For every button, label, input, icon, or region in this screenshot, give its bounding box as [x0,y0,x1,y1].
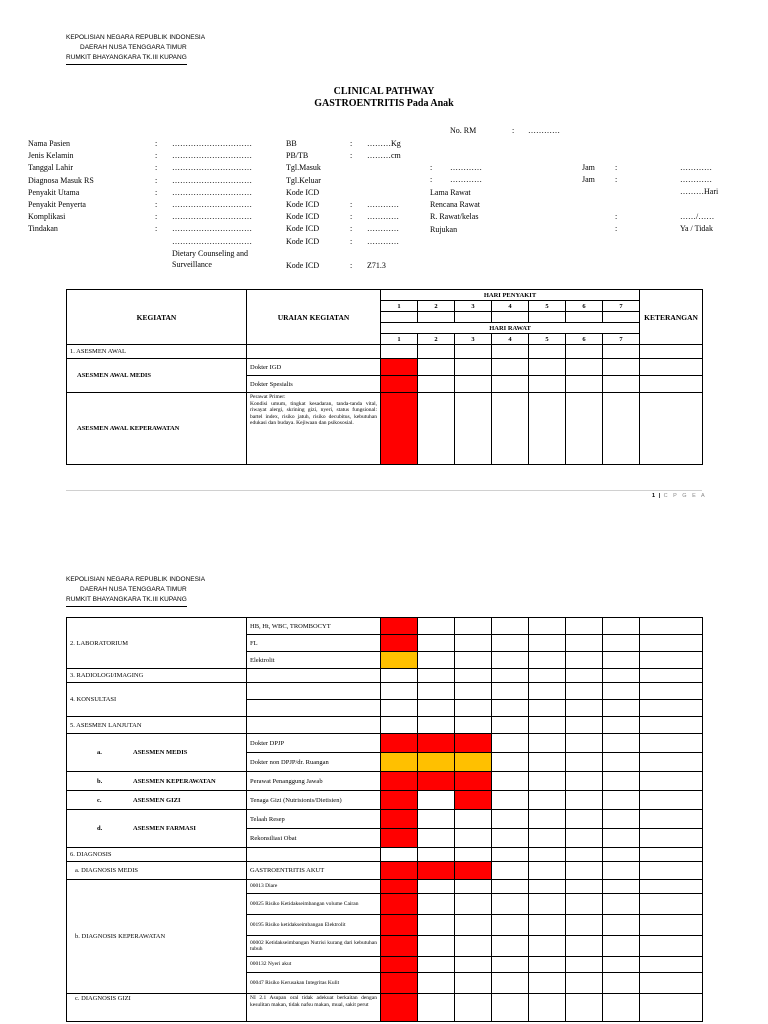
colon: : [350,200,353,210]
no-rm-colon: : [512,126,515,135]
uraian-lab-darah: HB, Ht, WBC, TROMBOCYT [247,618,381,635]
info-right-labels [430,187,480,236]
row-konsultasi: 4. KONSULTASI [67,683,247,717]
cell-red [381,957,418,973]
row-diagnosis-medis: a. DIAGNOSIS MEDIS [67,862,247,880]
cell-red [381,973,418,994]
row-asesmen-farmasi [67,810,247,848]
row-asesmen-medis [67,734,247,772]
label-kode-icd-3: Kode ICD [286,212,320,222]
label-asesmen-farmasi: ASESMEN FARMASI [133,825,196,832]
info-right-values [450,162,482,186]
patient-info-labels [28,138,94,236]
label-diagnosa-masuk: Diagnosa Masuk RS [28,175,94,185]
penyakit-utama-value[interactable]: ………………………… [172,187,252,197]
row-asesmen-awal: 1. ASESMEN AWAL [67,345,247,359]
row-asesmen-awal-keperawatan: ASESMEN AWAL KEPERAWATAN [67,393,247,465]
day-rawat-7: 7 [603,334,640,345]
label-kode-icd-dietary: Kode ICD [286,260,320,270]
colon: : [350,260,353,270]
cell-yellow [381,753,418,772]
label-tgl-keluar: Tgl.Keluar [286,175,321,185]
colon: : [430,175,433,185]
footer-page-number: 1 [652,493,656,499]
row-radiologi: 3. RADIOLOGI/IMAGING [67,669,247,683]
day-rawat-1: 1 [381,334,418,345]
pathway-table-page-1 [66,289,703,465]
info-jam-labels [582,162,595,186]
kode-icd-value-2[interactable]: ………… [367,200,399,210]
tindakan-value[interactable]: ………………………… [172,224,252,234]
label-penyakit-penyerta: Penyakit Penyerta [28,200,86,210]
day-penyakit-2: 2 [418,301,455,312]
letter-d: d. [97,825,103,832]
cell-red [381,810,418,829]
info-far-colons [615,162,617,235]
cell-red [381,734,418,753]
cell-yellow [455,753,492,772]
patient-info-colons [155,138,157,236]
uraian-diag-kep-4: 00002 Ketidakseimbangan Nutrisi kurang dari kebutuhan tubuh [247,936,381,957]
day-penyakit-3: 3 [455,301,492,312]
day-penyakit-4: 4 [492,301,529,312]
cell-red [381,359,418,376]
label-kode-icd-4: Kode ICD [286,224,320,234]
header-line-3: RUMKIT BHAYANGKARA TK.III KUPANG [66,53,187,65]
header-line-1: KEPOLISIAN NEGARA REPUBLIK INDONESIA [66,34,206,41]
dietary-label: Dietary Counseling and Surveillance [172,248,248,269]
cell-red [381,862,418,880]
label-komplikasi: Komplikasi [28,212,66,222]
cell-red [381,618,418,635]
info-far-values [680,162,718,235]
uraian-diag-kep-1: 00013 Diare [247,880,381,894]
kode-icd-value-5[interactable]: ………… [367,236,399,246]
patient-info-dots [172,138,272,270]
day-rawat-5: 5 [529,334,566,345]
label-bb: BB [286,139,297,148]
nama-pasien-value[interactable]: ………………………… [172,139,252,148]
label-rencana-rawat: Rencana Rawat [430,200,480,210]
info-mid-values [367,138,401,272]
cell-red [455,862,492,880]
label-lama-rawat: Lama Rawat [430,188,471,197]
row-asesmen-awal-medis: ASESMEN AWAL MEDIS [67,359,247,393]
uraian-dokter-non-dpjp: Dokter non DPJP/dr. Ruangan [247,753,381,772]
info-right-colons [430,162,432,186]
colon: : [155,163,158,173]
label-r-rawat-kelas: R. Rawat/kelas [430,212,479,222]
tgl-masuk-value[interactable]: ………… [450,163,482,172]
row-diagnosis-keperawatan: b. DIAGNOSIS KEPERAWATAN [67,880,247,994]
label-tanggal-lahir: Tanggal Lahir [28,163,73,173]
cell-red [381,915,418,936]
row-diagnosis: 6. DIAGNOSIS [67,848,247,862]
diagnosa-masuk-value[interactable]: ………………………… [172,175,252,185]
uraian-rekonsiliasi-obat: Rekonsiliasi Obat [247,829,381,848]
no-rm-field [450,126,560,135]
letter-b: b. [97,777,103,785]
day-rawat-3: 3 [455,334,492,345]
label-penyakit-utama: Penyakit Utama [28,187,80,197]
header-line-2: DAERAH NUSA TENGGARA TIMUR [80,44,187,51]
komplikasi-value[interactable]: ………………………… [172,212,252,222]
cell-red [381,791,418,810]
kode-icd-value-3[interactable]: ………… [367,212,399,222]
uraian-dokter-spesialis: Dokter Spesialis [247,376,381,393]
uraian-dokter-igd: Dokter IGD [247,359,381,376]
kode-icd-dietary-value: Z71.3 [367,260,386,270]
colon: : [155,212,158,222]
colon: : [615,163,618,172]
bb-value[interactable]: ………Kg [367,139,401,148]
pathway-table-page-2 [66,617,703,1022]
cell-red [381,635,418,652]
label-rujukan: Rujukan [430,224,458,234]
label-kode-icd-1: Kode ICD [286,187,320,197]
cell-red [381,829,418,848]
cell-yellow [418,753,455,772]
cell-red [418,734,455,753]
info-mid-labels [286,138,321,272]
title-line-2: GASTROENTRITIS Pada Anak [314,98,454,109]
label-jam-masuk: Jam [582,163,595,172]
colon: : [615,175,618,185]
uraian-tenaga-gizi: Tenaga Gizi (Nutrisionis/Dietisien) [247,791,381,810]
col-header-keterangan: KETERANGAN [640,290,703,345]
colon: : [430,163,433,172]
cell-red [381,936,418,957]
label-pb-tb: PB/TB [286,151,309,161]
label-jam-keluar: Jam [582,175,595,185]
row-laboratorium: 2. LABORATORIUM [67,618,247,669]
header-line-1: KEPOLISIAN NEGARA REPUBLIK INDONESIA [66,576,206,583]
row-diagnosis-gizi: c. DIAGNOSIS GIZI [67,994,247,1022]
letter-a: a. [97,749,102,756]
uraian-diag-gizi: NI 2.1 Asupan oral tidak adekuat berkaitan dengan kesulitan makan, tidak nafsu makan, mual, sakit perut [247,994,381,1022]
cell-red [381,393,418,465]
header-line-2: DAERAH NUSA TENGGARA TIMUR [80,586,187,593]
uraian-telaah-resep: Telaah Resep [247,810,381,829]
uraian-dokter-dpjp: Dokter DPJP [247,734,381,753]
day-rawat-6: 6 [566,334,603,345]
page-footer [652,493,707,499]
footer-code: C P G E A [663,493,707,499]
label-tgl-masuk: Tgl.Masuk [286,163,321,173]
uraian-perawat-pj: Perawat Penanggung Jawab [247,772,381,791]
colon: : [155,151,158,161]
kelas-value[interactable]: ……/…… [680,211,715,221]
day-penyakit-6: 6 [566,301,603,312]
footer-separator: | [658,493,661,499]
row-asesmen-keperawatan [67,772,247,791]
label-asesmen-gizi: ASESMEN GIZI [133,796,181,804]
cell-red [381,994,418,1022]
kode-icd-value-4[interactable]: ………… [367,224,399,234]
cell-red [381,894,418,915]
col-header-uraian: URAIAN KEGIATAN [247,290,381,345]
uraian-lab-elektrolit: Elektrolit [247,652,381,669]
col-header-hari-rawat: HARI RAWAT [381,323,640,334]
colon: : [155,224,158,234]
institution-header-page-2 [66,575,205,607]
colon: : [350,139,353,148]
jam-masuk-value[interactable]: ………… [680,163,712,172]
perawat-primer-label: Perawat Primer: [250,394,286,400]
col-header-hari-penyakit: HARI PENYAKIT [381,290,640,301]
cell-red [418,772,455,791]
letter-c: c. [97,796,102,804]
cell-red [381,772,418,791]
label-jenis-kelamin: Jenis Kelamin [28,151,74,161]
jenis-kelamin-value[interactable]: ………………………… [172,151,252,161]
colon: : [350,151,353,161]
jam-keluar-value[interactable]: ………… [680,175,712,185]
uraian-diag-kep-6: 00047 Risiko Kerusakan Integritas Kulit [247,973,381,994]
label-kode-icd-5: Kode ICD [286,236,320,246]
colon: : [155,200,158,210]
tindakan-extra-value[interactable]: ………………………… [172,236,252,246]
day-rawat-2: 2 [418,334,455,345]
colon: : [615,224,618,234]
colon: : [350,236,353,246]
uraian-perawat-primer [247,393,381,465]
label-nama-pasien: Nama Pasien [28,139,70,148]
label-asesmen-medis: ASESMEN MEDIS [133,749,188,756]
row-asesmen-lanjutan: 5. ASESMEN LANJUTAN [67,717,247,734]
label-kode-icd-2: Kode ICD [286,200,320,210]
colon: : [350,224,353,234]
cell-red [418,862,455,880]
lama-rawat-value[interactable]: ………Hari [680,187,719,197]
cell-yellow [381,652,418,669]
label-tindakan: Tindakan [28,224,58,234]
title-line-1: CLINICAL PATHWAY [333,86,435,97]
institution-header [66,33,205,65]
day-rawat-4: 4 [492,334,529,345]
page-divider [66,490,702,491]
label-asesmen-keperawatan: ASESMEN KEPERAWATAN [133,777,216,785]
tanggal-lahir-value[interactable]: ………………………… [172,163,252,173]
uraian-lab-fl: FL [247,635,381,652]
uraian-gastroentritis-akut: GASTROENTRITIS AKUT [247,862,381,880]
day-penyakit-1: 1 [381,301,418,312]
penyakit-penyerta-value[interactable]: ………………………… [172,200,252,210]
document-title [0,86,768,110]
colon: : [615,211,618,221]
row-asesmen-gizi [67,791,247,810]
colon: : [155,187,158,197]
day-penyakit-5: 5 [529,301,566,312]
no-rm-value: ………… [528,126,560,135]
rujukan-value[interactable]: Ya / Tidak [680,224,713,234]
day-penyakit-7: 7 [603,301,640,312]
col-header-kegiatan: KEGIATAN [67,290,247,345]
tgl-keluar-value[interactable]: ………… [450,175,482,185]
info-mid-colons [350,138,352,272]
pb-tb-value[interactable]: ………cm [367,151,401,161]
colon: : [155,139,158,148]
uraian-diag-kep-3: 00195 Risiko ketidakseimbangan Elektrolit [247,915,381,936]
colon: : [155,175,158,185]
colon: : [350,212,353,222]
uraian-diag-kep-5: 000132 Nyeri akut [247,957,381,973]
header-line-3: RUMKIT BHAYANGKARA TK.III KUPANG [66,595,187,607]
no-rm-label: No. RM [450,126,477,135]
perawat-primer-text: Kondisi umum, tingkat kesadaran, tanda-tanda vital, riwayat alergi, skrining gizi, nyeri, status fungsional: bartel index, risiko jatuh, risiko decubitus, kebutuhan edukasi dan budaya. Kejiwaan dan psikososial. [250,400,377,426]
cell-red [455,772,492,791]
cell-red [455,791,492,810]
cell-red [381,376,418,393]
cell-red [455,734,492,753]
uraian-diag-kep-2: 00025 Risiko Ketidakseimbangan volume Cairan [247,894,381,915]
cell-red [381,880,418,894]
